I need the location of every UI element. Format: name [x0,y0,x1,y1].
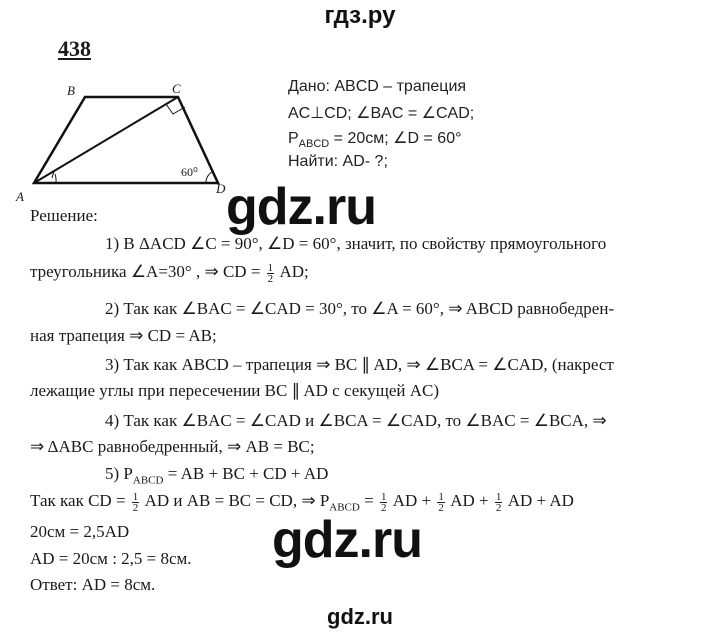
label-c: C [172,81,181,96]
solution-step-1b: треугольника ∠A=30° , ⇒ CD = $\frac{1}{2}$ AD; [30,261,309,285]
solution-step-3a: 3) Так как ABCD – трапеция ⇒ BC ∥ AD, ⇒ ∠BCA = ∠CAD, (накрест [105,355,614,374]
solution-step-3b: лежащие углы при пересечении BC ∥ AD с секущей AC) [30,381,440,400]
solution-step-4a: 4) Так как ∠BAC = ∠CAD и ∠BCA = ∠CAD, то ∠BAC = ∠BCA, ⇒ [105,411,607,430]
solution-step-7: 20см = 2,5AD [30,522,130,541]
angle-arc-a2 [55,174,56,183]
solution-step-4b: ⇒ ΔABC равнобедренный, ⇒ AB = BC; [30,437,315,456]
angle-60-label: 60⁰ [181,165,198,179]
problem-number: 438 [58,36,91,61]
angle-arc-d [206,172,212,183]
diagonal-ac [34,97,178,183]
given-line-2: AC⊥CD; ∠BAC = ∠CAD; [288,105,475,122]
solution-step-8: AD = 20см : 2,5 = 8см. [30,549,192,568]
given-line-3: $P_{ABCD} = 20см$; ∠D = 60° [288,130,462,151]
label-b: B [67,83,75,98]
answer: Ответ: AD = 8см. [30,575,156,594]
solution-step-2b: ная трапеция ⇒ CD = AB; [30,326,217,345]
site-footer: gdz.ru [327,604,393,629]
solution-step-5: 5) $P_{ABCD}$ = AB + BC + CD + AD [105,464,329,487]
trapezoid-figure [20,80,230,200]
watermark-2: gdz.ru [272,511,422,569]
given-line-1: Дано: ABCD – трапеция [288,78,467,95]
fraction-half: $\frac{1}{2}$ [267,261,274,285]
label-d: D [216,181,226,196]
label-a: A [16,189,24,204]
watermark-1: gdz.ru [226,178,376,236]
solution-title: Решение: [30,206,98,225]
given-line-4: Найти: AD- ?; [288,153,388,170]
solution-step-6: Так как CD = $\frac{1}{2}$ AD и AB = BC = CD, ⇒ $P_{ABCD}$ = $\frac{1}{2}$ AD + $\frac{1}{2}$ AD + $\frac{1}{2}$ AD + AD [30,490,574,514]
site-header: гдз.ру [324,2,396,29]
solution-step-1a: 1) В ΔACD ∠C = 90°, ∠D = 60°, значит, по свойству прямоугольного [105,234,607,253]
solution-step-2a: 2) Так как ∠BAC = ∠CAD = 30°, то ∠A = 60°, ⇒ ABCD равнобедрен- [105,299,615,318]
